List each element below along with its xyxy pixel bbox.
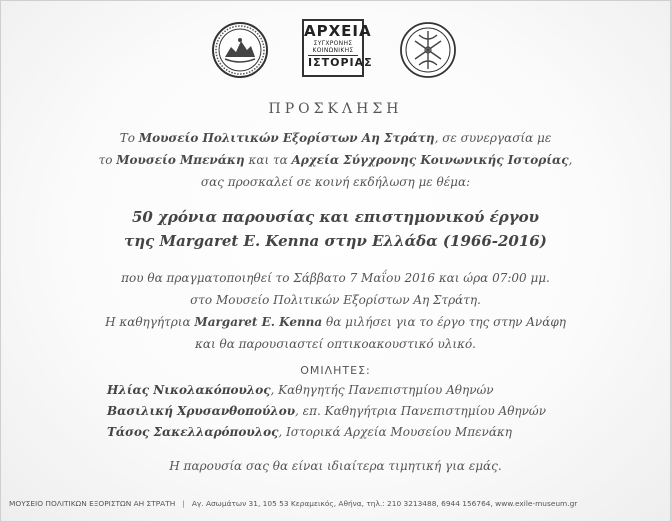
event-title-line-1: 50 χρόνια παρουσίας και επιστημονικού έργου xyxy=(131,208,540,226)
archives-logo xyxy=(302,19,373,77)
details-text: θα μιλήσει για το έργο της στην Ανάφη xyxy=(322,315,566,329)
intro-text: και τα xyxy=(244,153,292,167)
guest-speaker-name: Margaret E. Kenna xyxy=(194,315,323,329)
footer-separator: | xyxy=(182,498,185,508)
intro-line-2 xyxy=(1,153,670,167)
logo-row xyxy=(1,19,670,83)
details-line-4: και θα παρουσιαστεί οπτικοακουστικό υλικό. xyxy=(195,337,476,351)
benaki-seal-logo xyxy=(399,21,457,79)
speaker-role: , Καθηγητής Πανεπιστημίου Αθηνών xyxy=(270,383,494,397)
details-line-2: στο Μουσείο Πολιτικών Εξορίστων Αη Στράτη. xyxy=(190,293,481,307)
invitation-heading: ΠΡΟΣΚΛΗΣΗ xyxy=(268,101,403,117)
footer-contact: Αγ. Ασωμάτων 31, 105 53 Κεραμεικός, Αθήνα, τηλ.: 210 3213488, 6944 156764, www.exile-museum.gr xyxy=(191,498,578,508)
details-text: Η καθηγήτρια xyxy=(105,315,195,329)
archives-logo-line2: ΣΥΓΧΡΟΝΗΣ xyxy=(313,40,353,47)
museum-seal-logo xyxy=(211,21,269,79)
speaker-row xyxy=(107,425,512,439)
intro-line-1 xyxy=(1,131,670,145)
speaker-role: , Ιστορικά Αρχεία Μουσείου Μπενάκη xyxy=(278,425,512,439)
details-line-1: που θα πραγματοποιηθεί το Σάββατο 7 Μαΐου 2016 και ώρα 07:00 μμ. xyxy=(121,271,550,285)
speaker-row xyxy=(107,404,546,418)
footer-org: ΜΟΥΣΕΙΟ ΠΟΛΙΤΙΚΩΝ ΕΞΟΡΙΣΤΩΝ ΑΗ ΣΤΡΑΤΗ xyxy=(9,498,176,508)
speaker-name: Τάσος Σακελλαρόπουλος xyxy=(107,425,279,439)
speaker-name: Ηλίας Νικολακόπουλος xyxy=(107,383,271,397)
partner-archives-name: Αρχεία Σύγχρονης Κοινωνικής Ιστορίας xyxy=(291,153,569,167)
archives-logo-title: ΑΡΧΕΙΑ xyxy=(304,22,372,40)
speaker-name: Βασιλική Χρυσανθοπούλου xyxy=(107,404,296,418)
speakers-heading: ΟΜΙΛΗΤΕΣ: xyxy=(300,364,371,377)
archives-logo-line4: ΙΣΤΟΡΙΑΣ xyxy=(308,56,373,69)
archives-logo-line3: ΚΟΙΝΩΝΙΚΗΣ xyxy=(312,47,354,54)
intro-text: Το xyxy=(119,131,139,145)
intro-text: , σε συνεργασία με xyxy=(434,131,552,145)
footer xyxy=(9,495,662,511)
closing-line: Η παρουσία σας θα είναι ιδιαίτερα τιμητική για εμάς. xyxy=(169,459,502,473)
speaker-row xyxy=(107,383,494,397)
intro-text: , xyxy=(568,153,573,167)
partner-museum-name: Μουσείο Μπενάκη xyxy=(116,153,245,167)
host-museum-name: Μουσείο Πολιτικών Εξορίστων Αη Στράτη xyxy=(138,131,435,145)
intro-line-3: σας προσκαλεί σε κοινή εκδήλωση με θέμα: xyxy=(200,175,471,189)
intro-text: το xyxy=(98,153,117,167)
event-title-line-2: της Margaret E. Kenna στην Ελλάδα (1966-2016) xyxy=(124,232,547,250)
details-line-3 xyxy=(1,315,670,329)
speaker-role: , επ. Καθηγήτρια Πανεπιστημίου Αθηνών xyxy=(295,404,546,418)
